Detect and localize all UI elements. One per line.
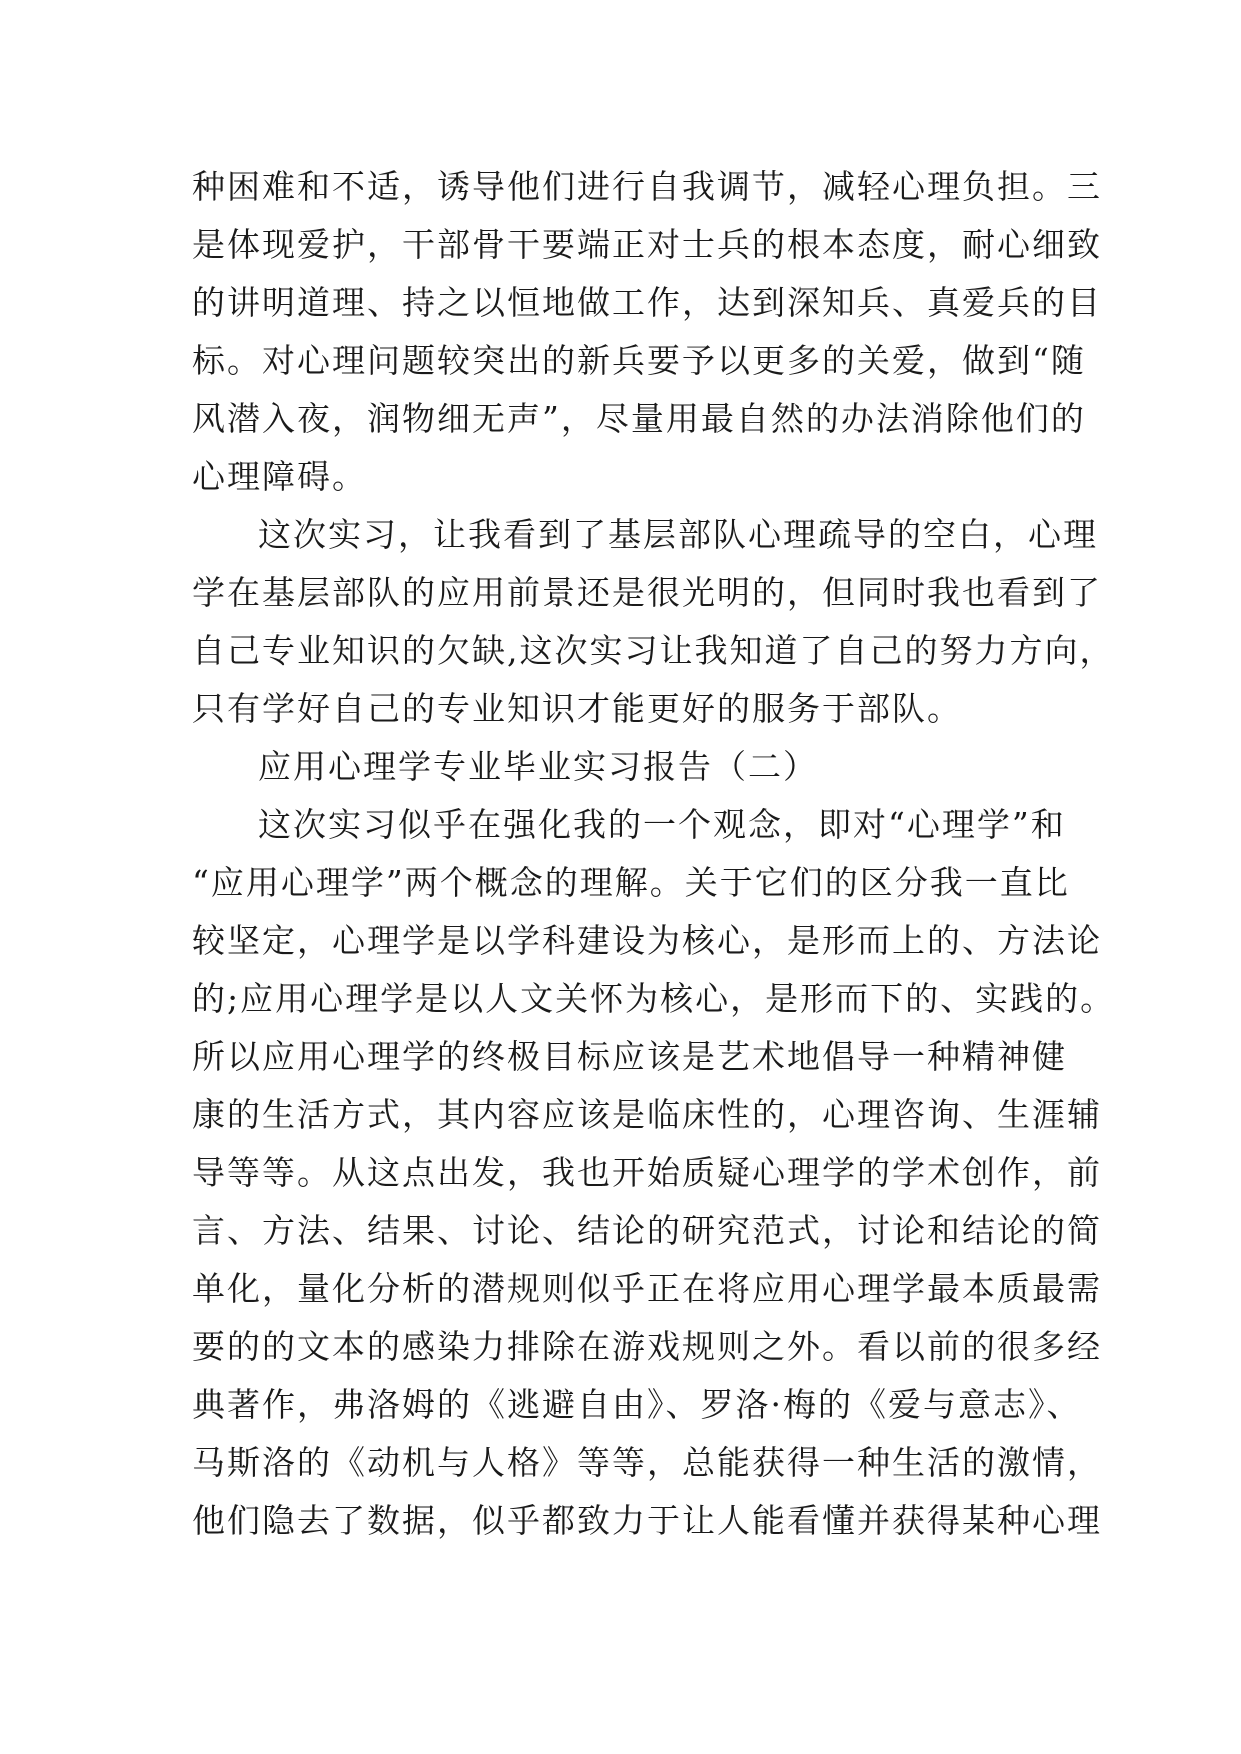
text-line: “应用心理学”两个概念的理解。关于它们的区分我一直比 <box>192 863 1070 902</box>
text-line: 标。对心理问题较突出的新兵要予以更多的关爱，做到“随 <box>192 341 1086 380</box>
text-line: 是体现爱护，干部骨干要端正对士兵的根本态度，耐心细致 <box>192 225 1102 264</box>
text-line: 的讲明道理、持之以恒地做工作，达到深知兵、真爱兵的目 <box>192 283 1102 322</box>
text-line: 马斯洛的《动机与人格》等等，总能获得一种生活的激情， <box>192 1443 1102 1482</box>
text-line: 这次实习，让我看到了基层部队心理疏导的空白，心理 <box>258 515 1098 554</box>
text-line: 较坚定，心理学是以学科建设为核心，是形而上的、方法论 <box>192 921 1102 960</box>
text-line: 单化，量化分析的潜规则似乎正在将应用心理学最本质最需 <box>192 1269 1102 1308</box>
text-line: 的;应用心理学是以人文关怀为核心，是形而下的、实践的。 <box>192 979 1116 1018</box>
text-line: 这次实习似乎在强化我的一个观念，即对“心理学”和 <box>258 805 1066 844</box>
text-line: 导等等。从这点出发，我也开始质疑心理学的学术创作，前 <box>192 1153 1102 1192</box>
text-line: 他们隐去了数据，似乎都致力于让人能看懂并获得某种心理 <box>192 1501 1102 1540</box>
text-line: 康的生活方式，其内容应该是临床性的，心理咨询、生涯辅 <box>192 1095 1102 1134</box>
text-line: 种困难和不适，诱导他们进行自我调节，减轻心理负担。三 <box>192 167 1102 206</box>
text-line: 典著作，弗洛姆的《逃避自由》、罗洛·梅的《爱与意志》、 <box>192 1385 1082 1424</box>
text-line: 自己专业知识的欠缺,这次实习让我知道了自己的努力方向， <box>192 631 1115 670</box>
text-line: 心理障碍。 <box>192 457 367 496</box>
text-line: 只有学好自己的专业知识才能更好的服务于部队。 <box>192 689 962 728</box>
text-line: 学在基层部队的应用前景还是很光明的，但同时我也看到了 <box>192 573 1102 612</box>
document-body <box>192 158 1116 1550</box>
text-line: 所以应用心理学的终极目标应该是艺术地倡导一种精神健 <box>192 1037 1067 1076</box>
text-line: 风潜入夜，润物细无声”，尽量用最自然的办法消除他们的 <box>192 399 1086 438</box>
text-line: 应用心理学专业毕业实习报告（二） <box>258 747 818 786</box>
text-line: 要的的文本的感染力排除在游戏规则之外。看以前的很多经 <box>192 1327 1102 1366</box>
text-line: 言、方法、结果、讨论、结论的研究范式，讨论和结论的简 <box>192 1211 1102 1250</box>
